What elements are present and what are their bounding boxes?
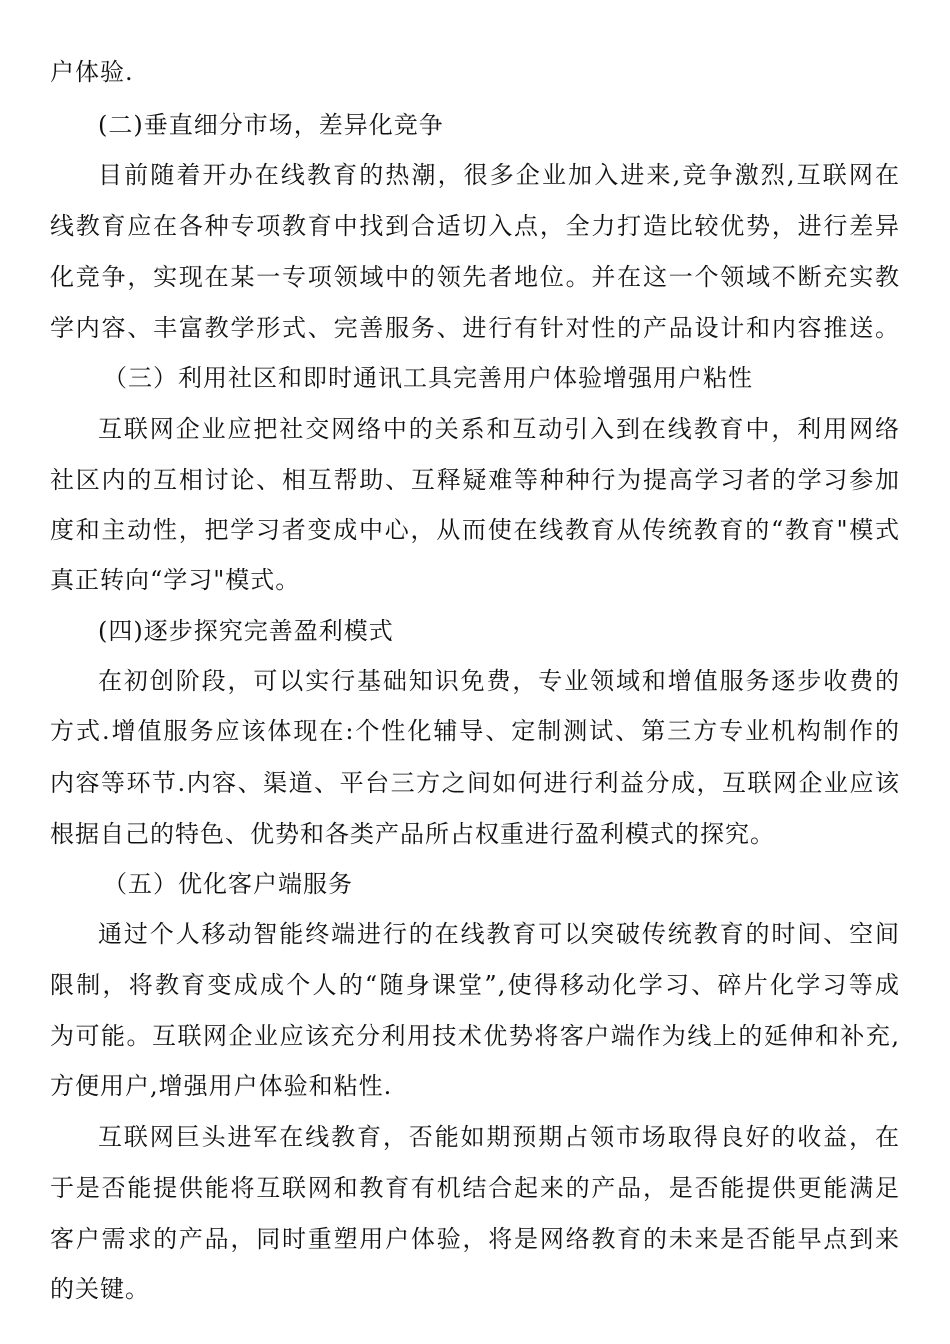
section-heading-4: (四)逐步探究完善盈利模式 <box>98 617 394 645</box>
paragraph-line: 在初创阶段，可以实行基础知识免费，专业领域和增值服务逐步收费的 <box>98 667 900 695</box>
paragraph-line: 的关键。 <box>50 1275 150 1303</box>
paragraph-line: 互联网企业应把社交网络中的关系和互动引入到在线教育中，利用网络 <box>98 415 900 443</box>
paragraph-line: 方便用户,增强用户体验和粘性. <box>50 1072 393 1100</box>
paragraph-line: 度和主动性，把学习者变成中心，从而使在线教育从传统教育的“教育"模式 <box>50 516 900 544</box>
section-heading-2: (二)垂直细分市场，差异化竞争 <box>98 111 444 139</box>
paragraph-line: 方式.增值服务应该体现在:个性化辅导、定制测试、第三方专业机构制作的 <box>50 717 900 745</box>
text-line-continuation: 户体验. <box>50 58 134 86</box>
paragraph-line: 于是否能提供能将互联网和教育有机结合起来的产品，是否能提供更能满足 <box>50 1174 900 1202</box>
paragraph-line: 化竞争，实现在某一专项领域中的领先者地位。并在这一个领域不断充实教 <box>50 263 900 291</box>
section-heading-5: （五）优化客户端服务 <box>103 870 353 898</box>
paragraph-line: 根据自己的特色、优势和各类产品所占权重进行盈利模式的探究。 <box>50 820 775 848</box>
section-heading-3: （三）利用社区和即时通讯工具完善用户体验增强用户粘性 <box>103 364 753 392</box>
paragraph-line: 目前随着开办在线教育的热潮，很多企业加入进来,竞争激烈,互联网在 <box>98 161 900 189</box>
paragraph-line: 客户需求的产品，同时重塑用户体验，将是网络教育的未来是否能早点到来 <box>50 1225 900 1253</box>
paragraph-line: 互联网巨头进军在线教育，否能如期预期占领市场取得良好的收益，在 <box>98 1123 900 1151</box>
paragraph-line: 通过个人移动智能终端进行的在线教育可以突破传统教育的时间、空间 <box>98 920 900 948</box>
paragraph-line: 限制，将教育变成成个人的“随身课堂”,使得移动化学习、碎片化学习等成 <box>50 971 900 999</box>
paragraph-line: 社区内的互相讨论、相互帮助、互释疑难等种种行为提高学习者的学习参加 <box>50 466 900 494</box>
paragraph-line: 线教育应在各种专项教育中找到合适切入点，全力打造比较优势，进行差异 <box>50 212 900 240</box>
paragraph-line: 真正转向“学习"模式。 <box>50 566 301 594</box>
paragraph-line: 为可能。互联网企业应该充分利用技术优势将客户端作为线上的延伸和补充, <box>50 1022 900 1050</box>
paragraph-line: 学内容、丰富教学形式、完善服务、进行有针对性的产品设计和内容推送。 <box>50 314 900 342</box>
paragraph-line: 内容等环节.内容、渠道、平台三方之间如何进行利益分成，互联网企业应该 <box>50 769 900 797</box>
